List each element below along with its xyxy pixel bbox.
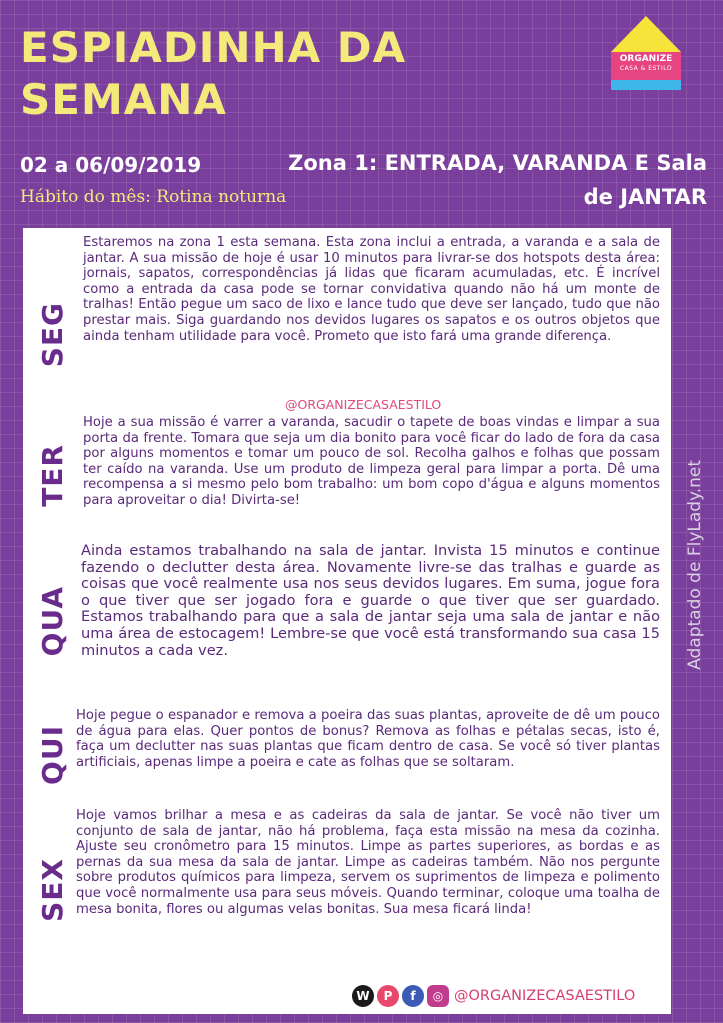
- footer-handle[interactable]: @ORGANIZECASAESTILO: [454, 988, 636, 1004]
- instagram-icon[interactable]: ◎: [427, 985, 449, 1007]
- logo-tagline: CASA & ESTILO: [619, 65, 673, 72]
- house-roof-icon: [609, 14, 683, 92]
- side-credit: Adaptado de FlyLady.net: [685, 460, 705, 670]
- day-text-sex: Hoje vamos brilhar a mesa e as cadeiras da sala de jantar. Se você não tiver um conjunto de sala de jantar, não há problema, faça esta missão na mesa da cozinha. Ajuste seu cronômetro para 15 minutos. Limpe as partes superiores, as bordas e as pernas da sua mesa da sala de jantar. Limpe as cadeiras também. Não nos pergunte sobre produtos químicos para limpeza, servem os suprimentos de limpeza e polimento que você normalmente usa para seus móveis. Quando terminar, coloque uma toalha de mesa bonita, flores ou algumas velas bonitas. Sua mesa ficará linda!: [76, 808, 660, 917]
- logo-name: ORGANIZE: [619, 54, 673, 64]
- logo-wordmark: [609, 54, 683, 74]
- day-label-sex: SEX: [35, 858, 69, 922]
- social-footer: [352, 985, 635, 1007]
- title-line-1: ESPIADINHA DA: [20, 23, 407, 72]
- title-line-2: SEMANA: [20, 75, 227, 124]
- brand-logo: [609, 14, 683, 92]
- watermark-handle: @ORGANIZECASAESTILO: [285, 397, 442, 412]
- wordpress-icon[interactable]: W: [352, 985, 374, 1007]
- zone-heading: [257, 146, 707, 214]
- zone-line-1: Zona 1: ENTRADA, VARANDA E Sala: [288, 151, 707, 175]
- pinterest-icon[interactable]: P: [377, 985, 399, 1007]
- day-text-qua: Ainda estamos trabalhando na sala de jantar. Invista 15 minutos e continue fazendo o declutter desta área. Novamente livre-se das tralhas e guarde as coisas que você realmente usa nos seus devidos lugares. Em suma, jogue fora o que tiver que ser jogado fora e guarde o que tiver que ser guardado. Estamos trabalhando para que a sala de jantar seja uma sala de jantar e não uma área de estocagem! Lembre-se que você está transformando sua casa 15 minutos a cada vez.: [81, 542, 660, 659]
- day-text-qui: Hoje pegue o espanador e remova a poeira das suas plantas, aproveite de dê um pouco de água para elas. Quer pontos de bonus? Remova as folhas e pétalas secas, isto é, faça um declutter nas suas plantas que ficam dentro de casa. Se você só tiver plantas artificiais, apenas limpe a poeira e cate as folhas que se soltaram.: [76, 708, 660, 770]
- date-range: 02 a 06/09/2019: [20, 153, 202, 177]
- page-title: [20, 22, 406, 126]
- day-text-ter: Hoje a sua missão é varrer a varanda, sacudir o tapete de boas vindas e limpar a sua porta da frente. Tomara que seja um dia bonito para você ficar do lado de fora da casa por alguns momentos e tomar um pouco de sol. Recolha galhos e folhas que possam ter caído na varanda. Use um produto de limpeza geral para limpar a porta. Dê uma recompensa a si mesmo pelo bom trabalho: um bom copo d'água e alguns momentos para aproveitar o dia! Divirta-se!: [83, 415, 660, 508]
- habit-of-month: Hábito do mês: Rotina noturna: [20, 187, 287, 207]
- weekly-schedule-panel: [23, 228, 671, 1014]
- zone-line-2: de JANTAR: [583, 185, 707, 209]
- day-label-seg: SEG: [35, 302, 69, 368]
- facebook-icon[interactable]: f: [402, 985, 424, 1007]
- day-label-qua: QUA: [35, 585, 69, 657]
- day-label-ter: TER: [35, 443, 69, 507]
- day-text-seg: Estaremos na zona 1 esta semana. Esta zona inclui a entrada, a varanda e a sala de jantar. A sua missão de hoje é usar 10 minutos para livrar-se dos hotspots desta área: jornais, sapatos, correspondências já lidas que ficaram acumuladas, etc. É incrível como a entrada da casa pode se tornar convidativa quando não há um monte de tralhas! Então pegue um saco de lixo e lance tudo que deve ser lançado, tudo que não prestar mais. Siga guardando nos devidos lugares os sapatos e os outros objetos que ainda tenham utilidade para você. Prometo que isto fará uma grande diferença.: [83, 235, 660, 344]
- day-label-qui: QUI: [35, 725, 69, 785]
